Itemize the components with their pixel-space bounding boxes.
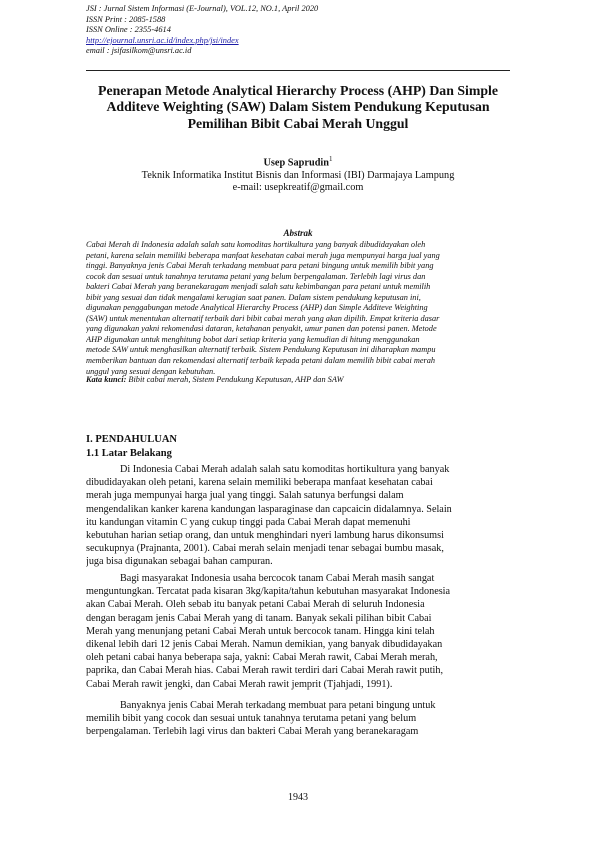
journal-citation: JSI : Jurnal Sistem Informasi (E-Journal), VOL.12, NO.1, April 2020 — [86, 4, 319, 13]
text-line: mengendalikan kanker karena kandungan lasparaginase dan capcaicin didalamnya. Selain — [86, 503, 452, 515]
abstract-line: digunakan penggabungan metode Analytical Hierarchy Process (AHP) dan Simple Additeve Weighting — [86, 303, 428, 313]
text-line: Di Indonesia Cabai Merah adalah salah satu komoditas hortikultura yang banyak — [120, 464, 450, 475]
abstract-line: unggul yang sesuai dengan kebutuhan. — [86, 366, 216, 376]
subsection-heading: 1.1 Latar Belakang — [86, 448, 172, 459]
abstract-line: metode SAW untuk menghasilkan alternatif terbaik. Sistem Pendukung Keputusan ini diharapkan mampu — [86, 345, 436, 355]
abstract-line: bakteri Cabai Merah yang beranekaragam menjadi salah satu kebimbangan para petani untuk memilih — [86, 282, 431, 292]
abstract-line: memberikan bantuan dan rekomendasi alternatif terbaik kepada petani dalam memilih bibit cabai merah — [86, 356, 436, 366]
text-line: Banyaknya jenis Cabai Merah terkadang membuat para petani bingung untuk — [120, 700, 436, 711]
text-line: memilih bibit yang cocok dan sesuai untuk tanahnya terutama petani yang belum — [86, 713, 417, 725]
issn-print: ISSN Print : 2085-1588 — [86, 14, 166, 24]
paragraph-1 — [86, 463, 510, 569]
keywords-label: Kata kunci: — [86, 375, 127, 384]
abstract-line: tinggi. Banyaknya jenis Cabai Merah terkadang membuat para petani bingung untuk memilih bibit yang — [86, 261, 434, 271]
paragraph-3 — [86, 699, 510, 739]
text-line: Cabai Merah rawit jengki, dan Cabai Merah rawit jemprit (Tjahjadi, 1991). — [86, 678, 393, 690]
abstract-heading: Abstrak — [283, 228, 313, 238]
title-line: Penerapan Metode Analytical Hierarchy Process (AHP) Dan Simple — [98, 83, 498, 98]
author-affiliation-mark: 1 — [329, 155, 333, 163]
journal-email: email : jsifasilkom@unsri.ac.id — [86, 46, 192, 56]
author-email: e-mail: usepkreatif@gmail.com — [232, 182, 364, 194]
author-affiliation: Teknik Informatika Institut Bisnis dan Informasi (IBI) Darmajaya Lampung — [141, 169, 455, 181]
text-line: Bagi masyarakat Indonesia usaha bercocok tanam Cabai Merah masih sangat — [120, 573, 435, 584]
text-line: kebutuhan harian setiap orang, dan untuk menghindari nyeri lambung harus dikonsumsi — [86, 530, 444, 542]
journal-url-link[interactable]: http://ejournal.unsri.ac.id/index.php/jsi/index — [86, 35, 239, 45]
abstract-line: yang digunakan yakni rekomendasi dataran, ketahanan penyakit, umur panen dan potensi panen. Metode — [86, 324, 437, 334]
title-line: Additeve Weighting (SAW) Dalam Sistem Pendukung Keputusan — [106, 99, 490, 115]
text-line: itu kandungan vitamin C yang cukup tinggi pada Cabai Merah dapat memenuhi — [86, 516, 411, 528]
title-line: Pemilihan Bibit Cabai Merah Unggul — [187, 115, 409, 131]
journal-header — [86, 4, 516, 57]
keywords — [86, 375, 510, 386]
text-line: paprika, dan Cabai Merah hias. Cabai Merah rawit terdiri dari Cabai Merah rawit putih, — [86, 665, 444, 677]
keywords-text: Bibit cabai merah, Sistem Pendukung Keputusan, AHP dan SAW — [128, 375, 344, 384]
text-line: Merah yang menunjang petani Cabai Merah untuk bercocok tanam. Hingga kini telah — [86, 625, 435, 637]
text-line: berpengalaman. Terlebih lagi virus dan bakteri Cabai Merah yang beranekaragam — [86, 726, 419, 738]
text-line: akan Cabai Merah. Oleh sebab itu banyak petani Cabai Merah di seluruh Indonesia — [86, 599, 425, 611]
section-heading: I. PENDAHULUAN — [86, 434, 178, 445]
abstract-body — [86, 240, 510, 377]
abstract-line: (SAW) untuk menentukan alternatif terbaik dari bibit cabai merah yang akan dipilih. Empat kriteria dasar — [86, 313, 440, 323]
text-line: juga bisa digunakan sebagai bahan campuran. — [86, 556, 273, 568]
text-line: dengan beragam jenis Cabai Merah yang di tanam. Banyak sekali pilihan bibit Cabai — [86, 612, 432, 624]
abstract-line: bibit yang sesuai dan tidak mengalami kerugian saat panen. Dalam sistem pendukung keputusan ini, — [86, 292, 421, 302]
issn-online: ISSN Online : 2355-4614 — [86, 25, 171, 35]
abstract-line: petani, karena selain memiliki beberapa manfaat kesehatan cabai merah juga mempunyai harga jual yang — [86, 250, 440, 260]
text-line: dikenal lebih dari 12 jenis Cabai Merah. Namun demikian, yang banyak dibudidayakan — [86, 639, 443, 651]
header-divider — [86, 70, 510, 71]
abstract-line: cocok dan sesuai untuk tanahnya terutama petani yang belum berpengalaman. Terlebih lagi virus dan — [86, 271, 426, 281]
page-number: 1943 — [288, 792, 308, 803]
paper-title — [86, 83, 510, 132]
author-block — [86, 153, 510, 195]
text-line: secukupnya (Prajnanta, 2001). Cabai merah selain menjadi tenar sebagai bumbu masak, — [86, 543, 444, 555]
abstract-line: Cabai Merah di Indonesia adalah salah satu komoditas hortikultura yang banyak dibudidayakan oleh — [86, 240, 426, 249]
text-line: dibudidayakan oleh petani, karena selain memiliki beberapa manfaat kesehatan cabai — [86, 477, 433, 489]
author-name: Usep Saprudin — [263, 157, 330, 169]
text-line: merah juga mempunyai harga jual yang tinggi. Salah satunya berfungsi dalam — [86, 490, 404, 502]
text-line: menguntungkan. Tercatat pada kisaran 3kg/kapita/tahun kebutuhan masyarakat Indonesia — [86, 586, 451, 598]
text-line: oleh petani cabai hanya beberapa saja, yakni: Cabai Merah rawit, Cabai Merah merah, — [86, 652, 438, 664]
paragraph-2 — [86, 572, 510, 691]
abstract-line: AHP digunakan untuk menghitung bobot dari setiap kriteria yang kemudian di hitung menggunakan — [86, 334, 420, 344]
